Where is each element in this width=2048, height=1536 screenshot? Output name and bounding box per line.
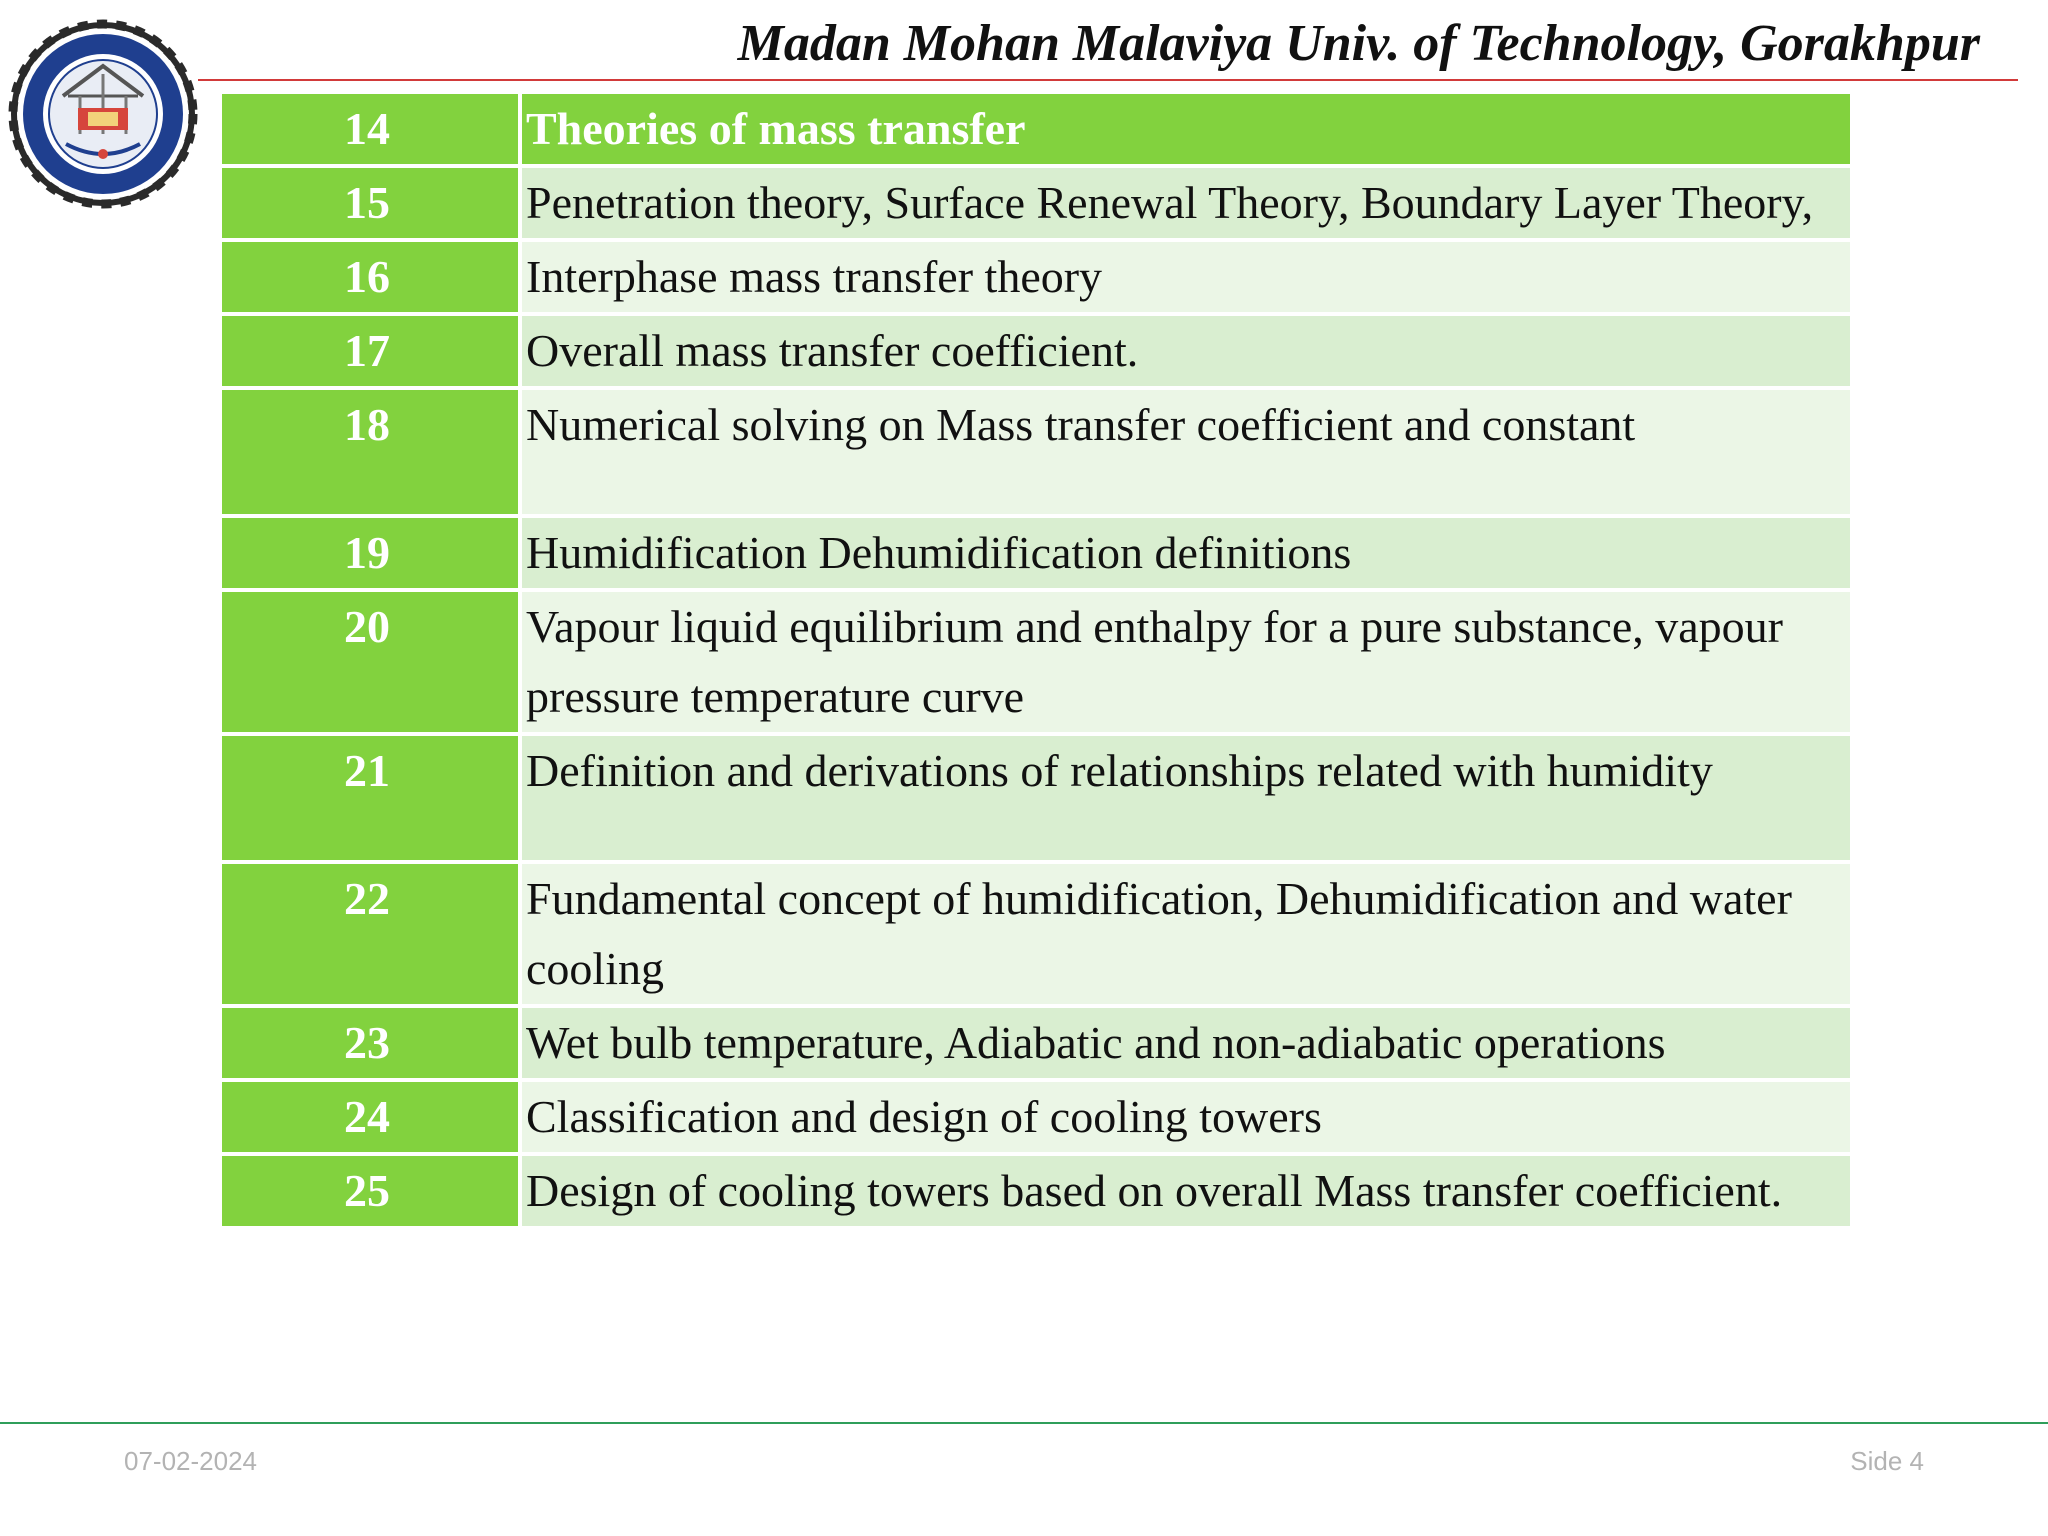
table-row [222, 592, 1850, 732]
lecture-topic: Penetration theory, Surface Renewal Theory, Boundary Layer Theory, [522, 168, 1850, 238]
lecture-number-cell [222, 168, 518, 238]
table-row [222, 390, 1850, 514]
lecture-number: 14 [344, 103, 390, 154]
lecture-number: 19 [344, 527, 390, 578]
lecture-number: 18 [344, 399, 390, 450]
lecture-number-cell [222, 1156, 518, 1226]
table-row [222, 1082, 1850, 1152]
lecture-topic: Fundamental concept of humidification, Dehumidification and water cooling [522, 864, 1850, 1004]
lecture-topic: Theories of mass transfer [522, 94, 1850, 164]
table-row [222, 242, 1850, 312]
lecture-number-cell [222, 1082, 518, 1152]
lecture-number: 17 [344, 325, 390, 376]
lecture-number-cell [222, 592, 518, 732]
university-seal-icon [8, 4, 198, 222]
lecture-topic: Interphase mass transfer theory [522, 242, 1850, 312]
table-row [222, 1008, 1850, 1078]
lecture-number-cell [222, 1008, 518, 1078]
lecture-number-cell [222, 316, 518, 386]
lecture-number: 15 [344, 177, 390, 228]
lecture-topic: Design of cooling towers based on overall Mass transfer coefficient. [522, 1156, 1850, 1226]
lecture-number: 20 [344, 601, 390, 652]
table-row [222, 518, 1850, 588]
lecture-topic: Definition and derivations of relationships related with humidity [522, 736, 1850, 860]
lecture-topic: Vapour liquid equilibrium and enthalpy for a pure substance, vapour pressure temperature curve [522, 592, 1850, 732]
lecture-number-cell [222, 736, 518, 860]
lecture-number-cell [222, 518, 518, 588]
lecture-number: 23 [344, 1017, 390, 1068]
lecture-topic: Classification and design of cooling towers [522, 1082, 1850, 1152]
lecture-number-cell [222, 242, 518, 312]
lecture-schedule-table [218, 90, 1854, 1230]
lecture-number: 21 [344, 745, 390, 796]
table-row [222, 94, 1850, 164]
footer-divider [0, 1422, 2048, 1424]
lecture-number-cell [222, 864, 518, 1004]
lecture-topic: Numerical solving on Mass transfer coefficient and constant [522, 390, 1850, 514]
lecture-topic: Overall mass transfer coefficient. [522, 316, 1850, 386]
header-divider [198, 79, 2018, 81]
lecture-number-cell [222, 390, 518, 514]
table-row [222, 864, 1850, 1004]
slide-date: 07-02-2024 [124, 1446, 257, 1476]
lecture-number-cell [222, 94, 518, 164]
table-row [222, 316, 1850, 386]
university-name: Madan Mohan Malaviya Univ. of Technology, Gorakhpur [737, 15, 1980, 72]
table-row [222, 168, 1850, 238]
table-row [222, 1156, 1850, 1226]
lecture-number: 24 [344, 1091, 390, 1142]
lecture-number: 22 [344, 873, 390, 924]
slide-number: Side 4 [1850, 1446, 1924, 1476]
lecture-number: 16 [344, 251, 390, 302]
table-row [222, 736, 1850, 860]
lecture-number: 25 [344, 1165, 390, 1216]
university-logo [8, 4, 198, 222]
lecture-topic: Humidification Dehumidification definitions [522, 518, 1850, 588]
lecture-topic: Wet bulb temperature, Adiabatic and non-adiabatic operations [522, 1008, 1850, 1078]
